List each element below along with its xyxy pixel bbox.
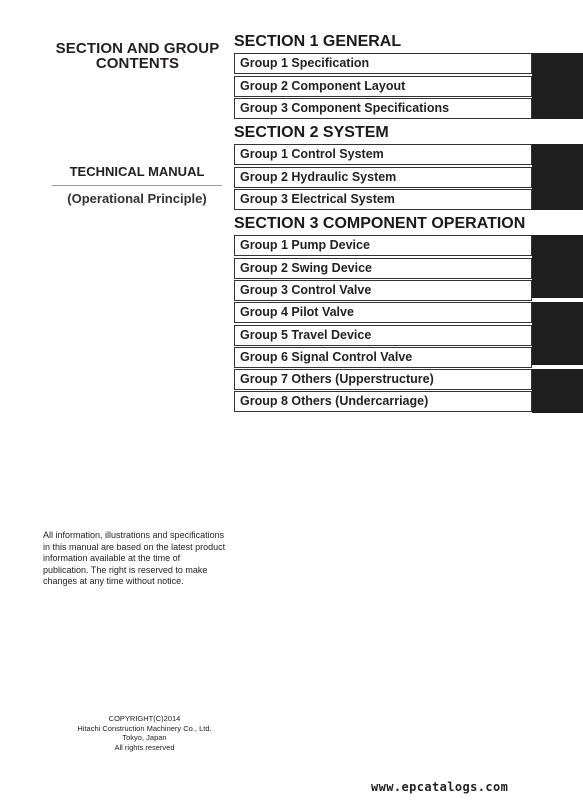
toc-group-label: Group 8 Others (Undercarriage)	[240, 394, 429, 408]
copyright-location: Tokyo, Japan	[122, 733, 167, 743]
toc-group-1-3[interactable]	[234, 98, 532, 119]
toc-group-3-4[interactable]	[234, 302, 532, 323]
toc-group-1-1[interactable]	[234, 53, 532, 74]
toc-group-label: Group 2 Component Layout	[240, 79, 406, 93]
toc-group-3-6[interactable]	[234, 347, 532, 368]
toc-group-label: Group 3 Electrical System	[240, 192, 395, 206]
toc-group-3-7[interactable]	[234, 369, 532, 390]
contents-title	[40, 41, 235, 71]
disclaimer-notice: All information, illustrations and specifications in this manual are based on the latest product information available at the time of publication. The right is reserved to make changes at any time without notice.	[43, 530, 226, 587]
toc-group-label: Group 1 Specification	[240, 56, 370, 70]
toc-group-3-1[interactable]	[234, 235, 532, 256]
toc-group-label: Group 4 Pilot Valve	[240, 305, 354, 319]
contents-title-line2: CONTENTS	[95, 55, 180, 72]
copyright-rights: All rights reserved	[114, 742, 175, 752]
section-2-tab[interactable]	[532, 144, 583, 210]
toc-group-2-3[interactable]	[234, 189, 532, 210]
toc-group-label: Group 3 Component Specifications	[240, 101, 450, 115]
toc-group-label: Group 6 Signal Control Valve	[240, 350, 413, 364]
toc-group-label: Group 2 Swing Device	[240, 261, 372, 275]
section-1-heading: SECTION 1 GENERAL	[234, 33, 402, 50]
toc-group-2-1[interactable]	[234, 144, 532, 165]
toc-group-3-3[interactable]	[234, 280, 532, 301]
copyright-line: COPYRIGHT(C)2014	[108, 714, 181, 723]
section-3-tab-c[interactable]	[532, 369, 583, 413]
section-1-tab[interactable]	[532, 53, 583, 119]
toc-group-label: Group 1 Pump Device	[240, 238, 370, 252]
toc-group-1-2[interactable]	[234, 76, 532, 97]
manual-divider	[52, 185, 222, 186]
manual-subtitle: (Operational Principle)	[67, 191, 207, 206]
toc-group-3-5[interactable]	[234, 325, 532, 346]
toc-group-label: Group 7 Others (Upperstructure)	[240, 372, 434, 386]
section-2-heading: SECTION 2 SYSTEM	[234, 124, 389, 141]
manual-title: TECHNICAL MANUAL	[69, 164, 205, 179]
copyright-company: Hitachi Construction Machinery Co., Ltd.	[77, 723, 212, 733]
toc-group-label: Group 2 Hydraulic System	[240, 170, 397, 184]
toc-group-3-2[interactable]	[234, 258, 532, 279]
toc-group-label: Group 1 Control System	[240, 147, 384, 161]
section-3-heading: SECTION 3 COMPONENT OPERATION	[234, 215, 526, 232]
copyright-block	[62, 714, 227, 752]
section-3-tab-a[interactable]	[532, 235, 583, 298]
toc-group-label: Group 5 Travel Device	[240, 328, 372, 342]
toc-group-2-2[interactable]	[234, 167, 532, 188]
contents-title-line1: SECTION AND GROUP	[55, 40, 220, 57]
footer-watermark-url: www.epcatalogs.com	[371, 780, 509, 794]
toc-group-3-8[interactable]	[234, 391, 532, 412]
toc-group-label: Group 3 Control Valve	[240, 283, 372, 297]
section-3-tab-b[interactable]	[532, 302, 583, 365]
